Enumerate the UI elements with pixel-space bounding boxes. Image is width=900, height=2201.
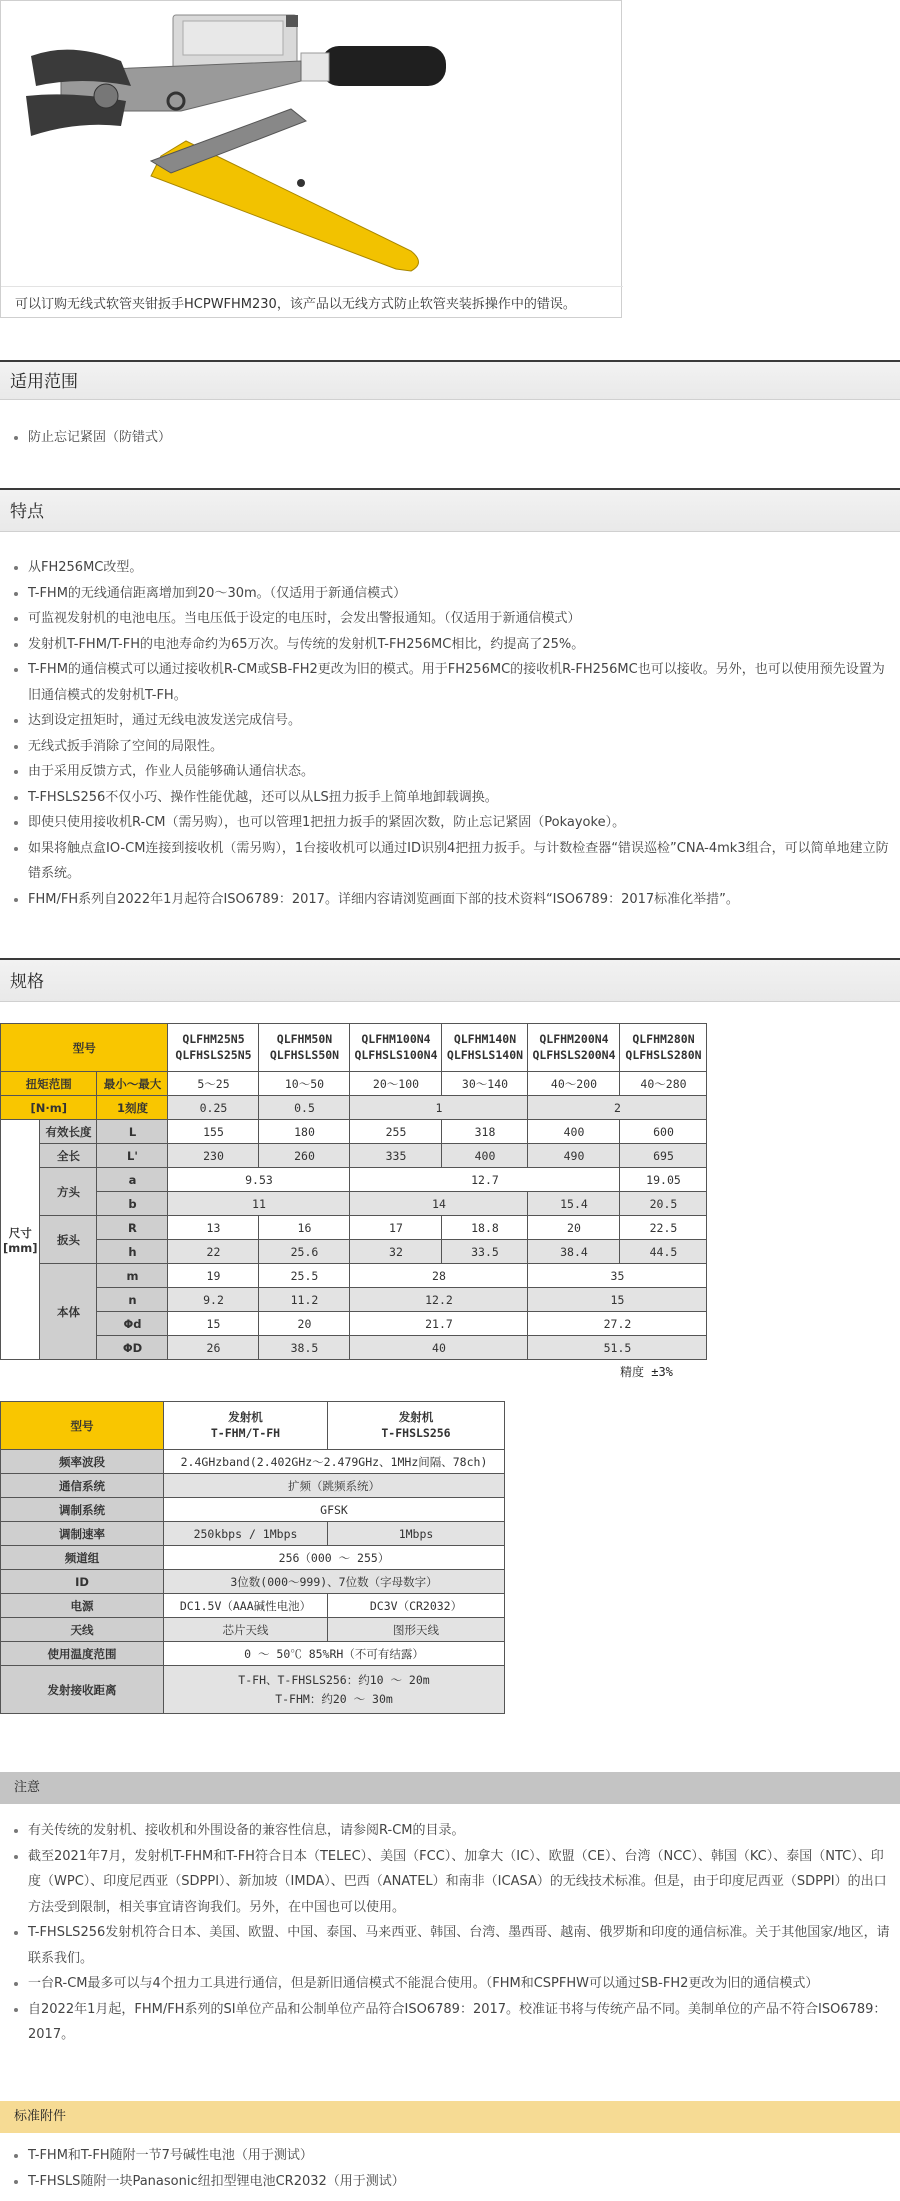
value-cell: 19 [168,1264,259,1288]
mod-label: 调制系统 [1,1498,164,1522]
list-item: FHM/FH系列自2022年1月起符合ISO6789：2017。详细内容请浏览画面下部的技术资料“ISO6789：2017标准化举措”。 [28,887,890,913]
list-item: T-FHM的无线通信距离增加到20～30m。（仅适用于新通信模式） [28,581,890,607]
value-cell: 12.7 [350,1168,620,1192]
symbol-cell: h [97,1240,168,1264]
rate-label: 调制速率 [1,1522,164,1546]
value-cell: 30～140 [442,1072,528,1096]
list-item: 自2022年1月起，FHM/FH系列的SI单位产品和公制单位产品符合ISO6789：2017。校准证书将与传统产品不同。美制单位的产品不符合ISO6789：2017。 [28,1997,890,2048]
value-cell: 1Mbps [328,1522,505,1546]
scope-list [0,425,890,451]
value-cell: 400 [528,1120,620,1144]
section-title-notes: 注意 [0,1772,900,1804]
model-cell: QLFHM200N4 QLFHSLS200N4 [528,1024,620,1072]
list-item: 防止忘记紧固（防错式） [28,425,890,451]
value-cell: 256（000 ～ 255） [164,1546,505,1570]
list-item: 即使只使用接收机R-CM（需另购），也可以管理1把扭力扳手的紧固次数，防止忘记紧固（Pokayoke）。 [28,810,890,836]
value-cell: 9.2 [168,1288,259,1312]
symbol-cell: Φd [97,1312,168,1336]
value-cell: 14 [350,1192,528,1216]
value-cell: 38.5 [259,1336,350,1360]
value-cell: DC3V（CR2032） [328,1594,505,1618]
model-cell: QLFHM280N QLFHSLS280N [620,1024,707,1072]
distance-label: 发射接收距离 [1,1666,164,1714]
value-cell: 21.7 [350,1312,528,1336]
section-title-features: 特点 [0,488,900,532]
symbol-cell: R [97,1216,168,1240]
symbol-cell: ΦD [97,1336,168,1360]
value-cell: 图形天线 [328,1618,505,1642]
value-cell: 15.4 [528,1192,620,1216]
minmax-label: 最小～最大 [97,1072,168,1096]
value-cell: 15 [528,1288,707,1312]
value-cell: 40 [350,1336,528,1360]
value-cell: GFSK [164,1498,505,1522]
value-cell: 600 [620,1120,707,1144]
symbol-cell: a [97,1168,168,1192]
value-cell: 5～25 [168,1072,259,1096]
figure-caption: 可以订购无线式软管夹钳扳手HCPWFHM230，该产品以无线方式防止软管夹装拆操作中的错误。 [1,286,623,318]
value-cell: 10～50 [259,1072,350,1096]
value-cell: 20～100 [350,1072,442,1096]
value-cell: 40～280 [620,1072,707,1096]
value-cell: 25.5 [259,1264,350,1288]
value-cell: 20 [259,1312,350,1336]
value-cell: 芯片天线 [164,1618,328,1642]
list-item: T-FHSLS256不仅小巧、操作性能优越，还可以从LS扭力扳手上简单地卸载调换。 [28,785,890,811]
value-cell: 17 [350,1216,442,1240]
dimension-label: 尺寸 [mm] [1,1120,40,1360]
body-label: 本体 [40,1264,97,1360]
value-cell: 15 [168,1312,259,1336]
id-label: ID [1,1570,164,1594]
value-cell: 3位数(000～999)、7位数（字母数字） [164,1570,505,1594]
value-cell: 40～200 [528,1072,620,1096]
spec-table-dimensions [0,1023,707,1360]
section-title-specs: 规格 [0,958,900,1002]
value-cell: 22 [168,1240,259,1264]
value-cell: 11.2 [259,1288,350,1312]
torque-label: 扭矩范围 [1,1072,97,1096]
value-cell: 19.05 [620,1168,707,1192]
symbol-cell: n [97,1288,168,1312]
accessories-list [0,2143,890,2194]
value-cell: 155 [168,1120,259,1144]
symbol-cell: L [97,1120,168,1144]
model-cell: QLFHM140N QLFHSLS140N [442,1024,528,1072]
notes-list [0,1818,890,2048]
section-title-accessories: 标准附件 [0,2101,900,2133]
value-cell: 扩频（跳频系统） [164,1474,505,1498]
spec-table-transmitter [0,1401,505,1714]
list-item: T-FHSLS随附一块Panasonic纽扣型锂电池CR2032（用于测试） [28,2169,890,2195]
section-title-scope: 适用范围 [0,360,900,400]
value-cell: 2.4GHzband(2.402GHz～2.479GHz、1MHz间隔、78ch) [164,1450,505,1474]
grad-label: 1刻度 [97,1096,168,1120]
temp-label: 使用温度范围 [1,1642,164,1666]
value-cell: 335 [350,1144,442,1168]
square-label: 方头 [40,1168,97,1216]
antenna-label: 天线 [1,1618,164,1642]
value-cell: 255 [350,1120,442,1144]
torque-unit: [N·m] [1,1096,97,1120]
list-item: 如果将触点盒IO-CM连接到接收机（需另购），1台接收机可以通过ID识别4把扭力扳手。与计数检查器“错误巡检”CNA-4mk3组合，可以简单地建立防错系统。 [28,836,890,887]
value-cell: 32 [350,1240,442,1264]
value-cell: 0.25 [168,1096,259,1120]
value-cell: 0 ～ 50℃ 85%RH（不可有结露） [164,1642,505,1666]
accuracy-note: 精度 ±3% [620,1365,673,1379]
list-item: 发射机T-FHM/T-FH的电池寿命约为65万次。与传统的发射机T-FH256MC相比，约提高了25%。 [28,632,890,658]
value-cell: 25.6 [259,1240,350,1264]
list-item: 从FH256MC改型。 [28,555,890,581]
value-cell: 35 [528,1264,707,1288]
model-header: 型号 [1,1024,168,1072]
value-cell: 400 [442,1144,528,1168]
value-cell: 0.5 [259,1096,350,1120]
transmitter-col-1: 发射机 T-FHM/T-FH [164,1402,328,1450]
value-cell: 230 [168,1144,259,1168]
list-item: 截至2021年7月，发射机T-FHM和T-FH符合日本（TELEC）、美国（FCC）、加拿大（IC）、欧盟（CE）、台湾（NCC）、韩国（KC）、泰国（NTC）、印度（WPC）、印度尼西亚（SDPPI）、新加坡（IMDA）、巴西（ANATEL）和南非（ICASA）的无线技术标准。但是，由于印度尼西亚（SDPPI）的出口方法受到限制，相关事宜请咨询我们。另外，在中国也可以使用。 [28,1844,890,1921]
features-list [0,555,890,912]
value-cell: 13 [168,1216,259,1240]
list-item: T-FHM的通信模式可以通过接收机R-CM或SB-FH2更改为旧的模式。用于FH256MC的接收机R-FH256MC也可以接收。另外，也可以使用预先设置为旧通信模式的发射机T-FH。 [28,657,890,708]
list-item: 达到设定扭矩时，通过无线电波发送完成信号。 [28,708,890,734]
value-cell: 16 [259,1216,350,1240]
value-cell: 20.5 [620,1192,707,1216]
value-cell: 180 [259,1120,350,1144]
value-cell: DC1.5V（AAA碱性电池） [164,1594,328,1618]
symbol-cell: b [97,1192,168,1216]
value-cell: T-FH、T-FHSLS256：约10 ～ 20m T-FHM：约20 ～ 30m [164,1666,505,1714]
channel-label: 频道组 [1,1546,164,1570]
value-cell: 12.2 [350,1288,528,1312]
product-figure [0,0,622,318]
band-label: 频率波段 [1,1450,164,1474]
eff-len-label: 有效长度 [40,1120,97,1144]
model-cell: QLFHM50N QLFHSLS50N [259,1024,350,1072]
value-cell: 27.2 [528,1312,707,1336]
value-cell: 11 [168,1192,350,1216]
model-cell: QLFHM100N4 QLFHSLS100N4 [350,1024,442,1072]
torque-wrench-image [1,1,621,286]
value-cell: 490 [528,1144,620,1168]
value-cell: 695 [620,1144,707,1168]
value-cell: 260 [259,1144,350,1168]
value-cell: 51.5 [528,1336,707,1360]
model-header: 型号 [1,1402,164,1450]
value-cell: 22.5 [620,1216,707,1240]
value-cell: 28 [350,1264,528,1288]
value-cell: 33.5 [442,1240,528,1264]
value-cell: 250kbps / 1Mbps [164,1522,328,1546]
value-cell: 9.53 [168,1168,350,1192]
value-cell: 44.5 [620,1240,707,1264]
value-cell: 2 [528,1096,707,1120]
value-cell: 20 [528,1216,620,1240]
list-item: 无线式扳手消除了空间的局限性。 [28,734,890,760]
comm-label: 通信系统 [1,1474,164,1498]
list-item: 有关传统的发射机、接收机和外围设备的兼容性信息，请参阅R-CM的目录。 [28,1818,890,1844]
list-item: 可监视发射机的电池电压。当电压低于设定的电压时，会发出警报通知。（仅适用于新通信模式） [28,606,890,632]
value-cell: 318 [442,1120,528,1144]
list-item: 一台R-CM最多可以与4个扭力工具进行通信，但是新旧通信模式不能混合使用。（FHM和CSPFHW可以通过SB-FH2更改为旧的通信模式） [28,1971,890,1997]
symbol-cell: m [97,1264,168,1288]
value-cell: 18.8 [442,1216,528,1240]
list-item: 由于采用反馈方式，作业人员能够确认通信状态。 [28,759,890,785]
value-cell: 1 [350,1096,528,1120]
total-len-label: 全长 [40,1144,97,1168]
value-cell: 26 [168,1336,259,1360]
power-label: 电源 [1,1594,164,1618]
list-item: T-FHSLS256发射机符合日本、美国、欧盟、中国、泰国、马来西亚、韩国、台湾、墨西哥、越南、俄罗斯和印度的通信标准。关于其他国家/地区，请联系我们。 [28,1920,890,1971]
value-cell: 38.4 [528,1240,620,1264]
transmitter-col-2: 发射机 T-FHSLS256 [328,1402,505,1450]
model-cell: QLFHM25N5 QLFHSLS25N5 [168,1024,259,1072]
symbol-cell: L' [97,1144,168,1168]
list-item: T-FHM和T-FH随附一节7号碱性电池（用于测试） [28,2143,890,2169]
head-label: 扳头 [40,1216,97,1264]
